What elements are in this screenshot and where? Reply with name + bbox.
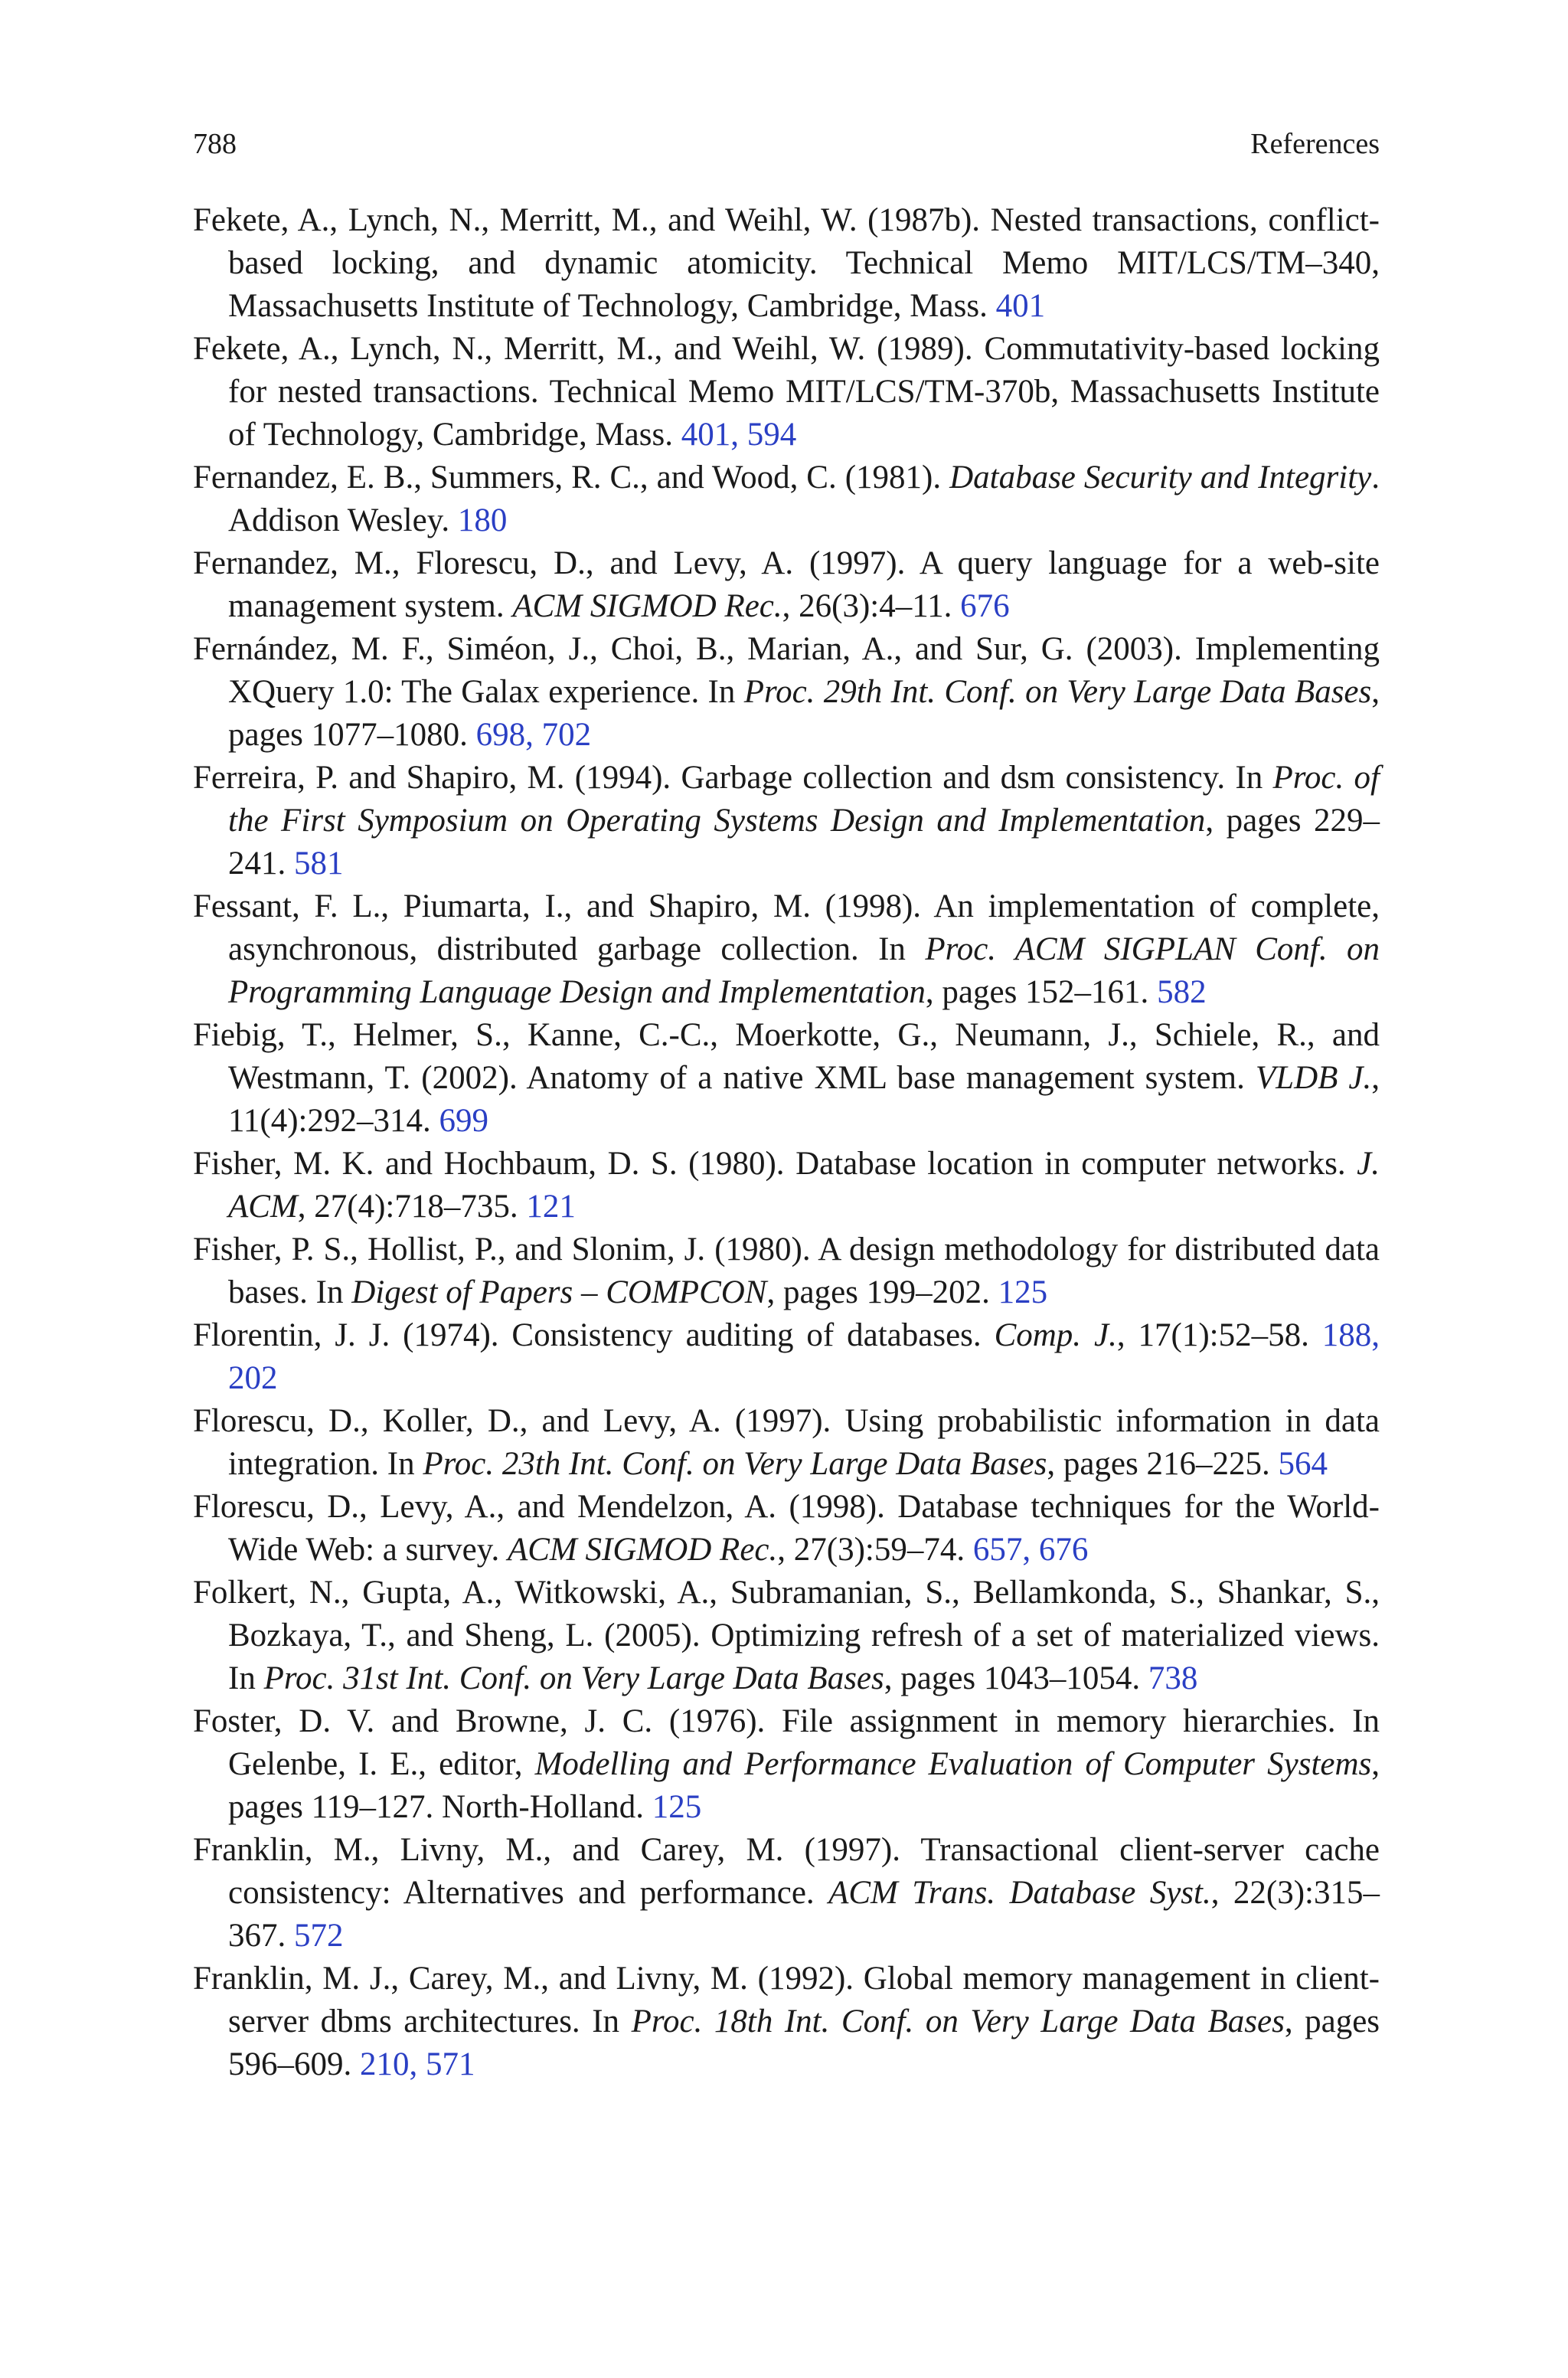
reference-entry — [193, 1829, 1380, 1958]
reference-entry — [193, 199, 1380, 328]
reference-entry — [193, 1228, 1380, 1314]
reference-text: Franklin, M., Livny, M., and Carey, M. (1997). Transactional client-server cache consistency: Alternatives and performance. — [193, 1832, 1380, 1911]
cited-pages-link[interactable]: 121 — [526, 1189, 576, 1225]
reference-text: Fernandez, E. B., Summers, R. C., and Wood, C. (1981). — [193, 460, 942, 496]
reference-venue: Proc. 18th Int. Conf. on Very Large Data Bases — [631, 2003, 1285, 2039]
reference-entry — [193, 456, 1380, 542]
reference-text: Fisher, M. K. and Hochbaum, D. S. (1980). Database location in computer networks. — [193, 1146, 1346, 1182]
reference-entry — [193, 1572, 1380, 1700]
cited-pages-link[interactable]: 698, 702 — [475, 717, 592, 753]
page-number: 788 — [193, 128, 237, 160]
reference-text: Fiebig, T., Helmer, S., Kanne, C.-C., Moerkotte, G., Neumann, J., Schiele, R., and Westmann, T. (2002). Anatomy of a native XML base management system. — [193, 1017, 1380, 1096]
reference-text: Florentin, J. J. (1974). Consistency auditing of databases. — [193, 1317, 982, 1353]
reference-page — [193, 123, 1380, 2086]
reference-text: Florescu, D., Levy, A., and Mendelzon, A. (1998). Database techniques for the World-Wide Web: a survey. — [193, 1489, 1380, 1568]
reference-details: , pages 216–225. — [1047, 1446, 1270, 1482]
reference-entry — [193, 1486, 1380, 1572]
reference-text: Fernández, M. F., Siméon, J., Choi, B., Marian, A., and Sur, G. (2003). Implementing XQuery 1.0: The Galax experience. In — [193, 631, 1380, 710]
cited-pages-link[interactable]: 676 — [960, 588, 1010, 624]
reference-text: Fekete, A., Lynch, N., Merritt, M., and Weihl, W. (1987b). Nested transactions, conflict-based locking, and dynamic atomicity. Technical Memo MIT/LCS/TM–340, Massachusetts Institute of Technology, Cambridge, Mass. — [193, 202, 1380, 324]
reference-details: , pages 1043–1054. — [884, 1660, 1141, 1696]
cited-pages-link[interactable]: 572 — [294, 1918, 344, 1954]
cited-pages-link[interactable]: 581 — [294, 846, 344, 882]
reference-text: Franklin, M. J., Carey, M., and Livny, M. (1992). Global memory management in client-server dbms architectures. In — [193, 1961, 1380, 2039]
reference-entry — [193, 885, 1380, 1014]
reference-text: Fisher, P. S., Hollist, P., and Slonim, J. (1980). A design methodology for distributed data bases. In — [193, 1232, 1380, 1310]
reference-entry — [193, 542, 1380, 628]
reference-entry — [193, 328, 1380, 456]
reference-venue: Proc. 31st Int. Conf. on Very Large Data Bases — [263, 1660, 884, 1696]
reference-list — [193, 199, 1380, 2086]
reference-details: , 27(3):59–74. — [777, 1532, 965, 1568]
reference-entry — [193, 1958, 1380, 2086]
reference-entry — [193, 1143, 1380, 1228]
reference-entry — [193, 1314, 1380, 1400]
cited-pages-link[interactable]: 125 — [998, 1274, 1048, 1310]
cited-pages-link[interactable]: 564 — [1278, 1446, 1328, 1482]
reference-venue: Proc. 23th Int. Conf. on Very Large Data Bases — [423, 1446, 1047, 1482]
reference-text: Ferreira, P. and Shapiro, M. (1994). Garbage collection and dsm consistency. In — [193, 760, 1263, 796]
reference-venue: Comp. J. — [994, 1317, 1117, 1353]
reference-details: , pages 1077–1080. — [228, 674, 1380, 753]
reference-entry — [193, 1014, 1380, 1143]
reference-details: , pages 152–161. — [925, 974, 1149, 1010]
reference-details: , pages 199–202. — [766, 1274, 990, 1310]
reference-entry — [193, 1400, 1380, 1486]
cited-pages-link[interactable]: 699 — [439, 1103, 488, 1139]
reference-entry — [193, 1700, 1380, 1829]
reference-venue: Proc. of the First Symposium on Operating Systems Design and Implementation — [228, 760, 1380, 839]
reference-venue: ACM SIGMOD Rec. — [512, 588, 782, 624]
cited-pages-link[interactable]: 180 — [457, 502, 508, 538]
reference-venue: ACM SIGMOD Rec. — [507, 1532, 778, 1568]
reference-venue: Modelling and Performance Evaluation of Computer Systems — [534, 1746, 1372, 1782]
reference-venue: J. ACM — [228, 1146, 1380, 1225]
reference-details: , pages 119–127. North-Holland. — [228, 1746, 1380, 1825]
reference-venue: ACM Trans. Database Syst. — [828, 1875, 1211, 1911]
reference-text: Fessant, F. L., Piumarta, I., and Shapiro, M. (1998). An implementation of complete, asynchronous, distributed garbage collection. In — [193, 888, 1380, 967]
cited-pages-link[interactable]: 210, 571 — [360, 2046, 475, 2082]
cited-pages-link[interactable]: 188, 202 — [228, 1317, 1380, 1396]
reference-details: , pages 229–241. — [228, 803, 1380, 882]
reference-text: Fernandez, M., Florescu, D., and Levy, A. (1997). A query language for a web-site management system. — [193, 545, 1380, 624]
reference-text: Fekete, A., Lynch, N., Merritt, M., and Weihl, W. (1989). Commutativity-based locking for nested transactions. Technical Memo MIT/LCS/TM-370b, Massachusetts Institute of Technology, Cambridge, Mass. — [193, 331, 1380, 453]
cited-pages-link[interactable]: 657, 676 — [972, 1532, 1089, 1568]
cited-pages-link[interactable]: 738 — [1148, 1660, 1198, 1696]
reference-text: Florescu, D., Koller, D., and Levy, A. (1997). Using probabilistic information in data integration. In — [193, 1403, 1380, 1482]
cited-pages-link[interactable]: 125 — [652, 1789, 702, 1825]
cited-pages-link[interactable]: 401 — [995, 288, 1046, 324]
section-title: References — [1250, 128, 1380, 160]
reference-entry — [193, 628, 1380, 757]
reference-venue: Proc. ACM SIGPLAN Conf. on Programming Language Design and Implementation — [228, 931, 1380, 1010]
reference-entry — [193, 757, 1380, 885]
reference-details: , 27(4):718–735. — [297, 1189, 518, 1225]
reference-details: , pages 596–609. — [228, 2003, 1380, 2082]
reference-details: , 11(4):292–314. — [228, 1060, 1380, 1139]
reference-details: , 17(1):52–58. — [1116, 1317, 1309, 1353]
reference-text: Foster, D. V. and Browne, J. C. (1976). File assignment in memory hierarchies. In Gelenbe, I. E., editor, — [193, 1703, 1380, 1782]
cited-pages-link[interactable]: 582 — [1157, 974, 1207, 1010]
cited-pages-link[interactable]: 401, 594 — [681, 417, 797, 453]
reference-venue: Proc. 29th Int. Conf. on Very Large Data Bases — [743, 674, 1372, 710]
reference-venue: Digest of Papers – COMPCON — [351, 1274, 767, 1310]
reference-venue: VLDB J. — [1255, 1060, 1372, 1096]
reference-details: , 22(3):315–367. — [228, 1875, 1380, 1954]
running-head — [193, 123, 1380, 165]
reference-details: . Addison Wesley. — [228, 460, 1380, 538]
reference-venue: Database Security and Integrity — [949, 460, 1372, 496]
reference-text: Folkert, N., Gupta, A., Witkowski, A., Subramanian, S., Bellamkonda, S., Shankar, S., Bozkaya, T., and Sheng, L. (2005). Optimizing refresh of a set of materialized views. In — [193, 1575, 1380, 1696]
reference-details: , 26(3):4–11. — [782, 588, 952, 624]
